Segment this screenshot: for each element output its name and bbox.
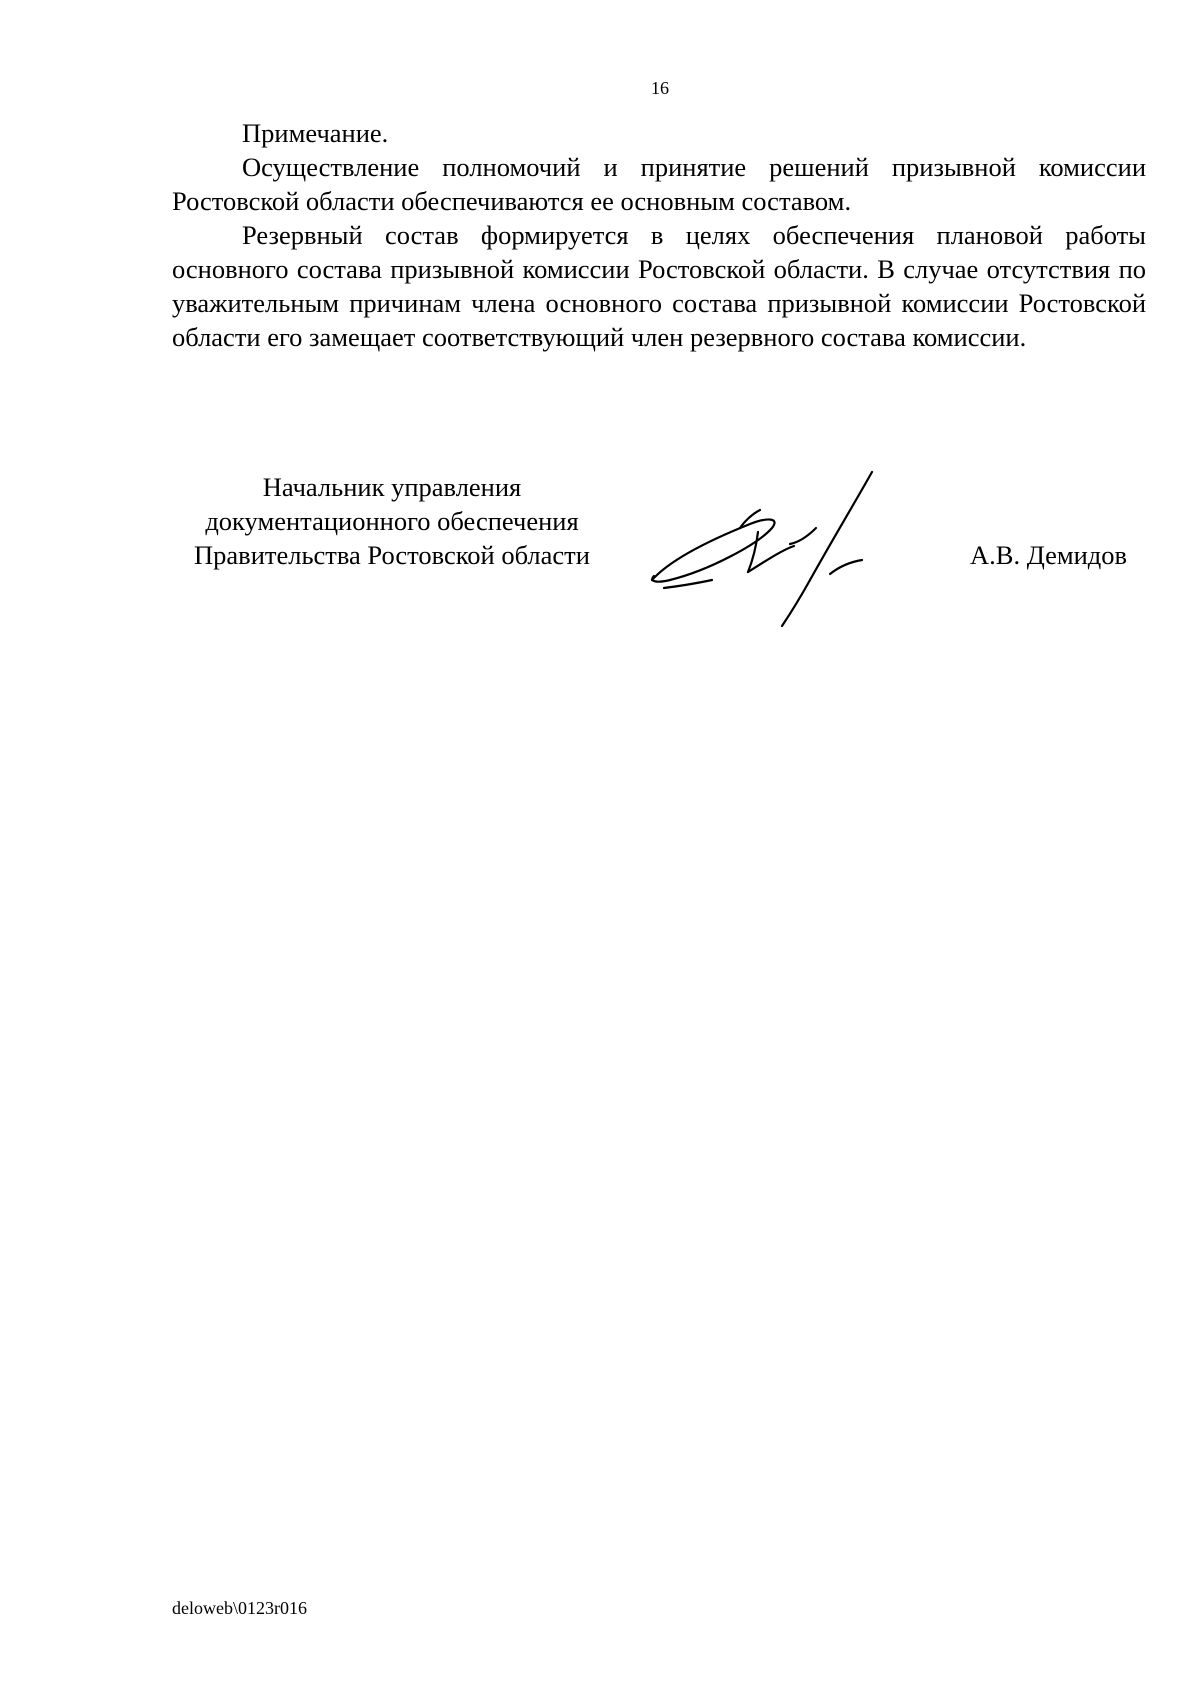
paragraph-reserve-composition: Резервный состав формируется в целях обеспечения плановой работы основного состава призывной комиссии Ростовской области. В случае отсутствия по уважительным причинам члена основного состава призывной комиссии Ростовской области его замещает соответствующий член резервного состава комиссии. xyxy=(172,220,1146,352)
signatory-position xyxy=(172,470,612,572)
document-footer-code: deloweb\0123r016 xyxy=(172,1598,307,1618)
signatory-position-line: документационного обеспечения xyxy=(205,506,579,536)
signatory-name: А.В. Демидов xyxy=(970,540,1128,570)
paragraph-main-composition: Осуществление полномочий и принятие решений призывной комиссии Ростовской области обеспечиваются ее основным составом. xyxy=(172,152,1146,216)
signatory-position-line: Правительства Ростовской области xyxy=(194,540,590,570)
note-heading: Примечание. xyxy=(242,118,389,148)
page-number: 16 xyxy=(651,78,669,98)
document-body xyxy=(172,116,1146,354)
signatory-position-line: Начальник управления xyxy=(262,472,522,502)
handwritten-signature-icon xyxy=(640,462,940,632)
